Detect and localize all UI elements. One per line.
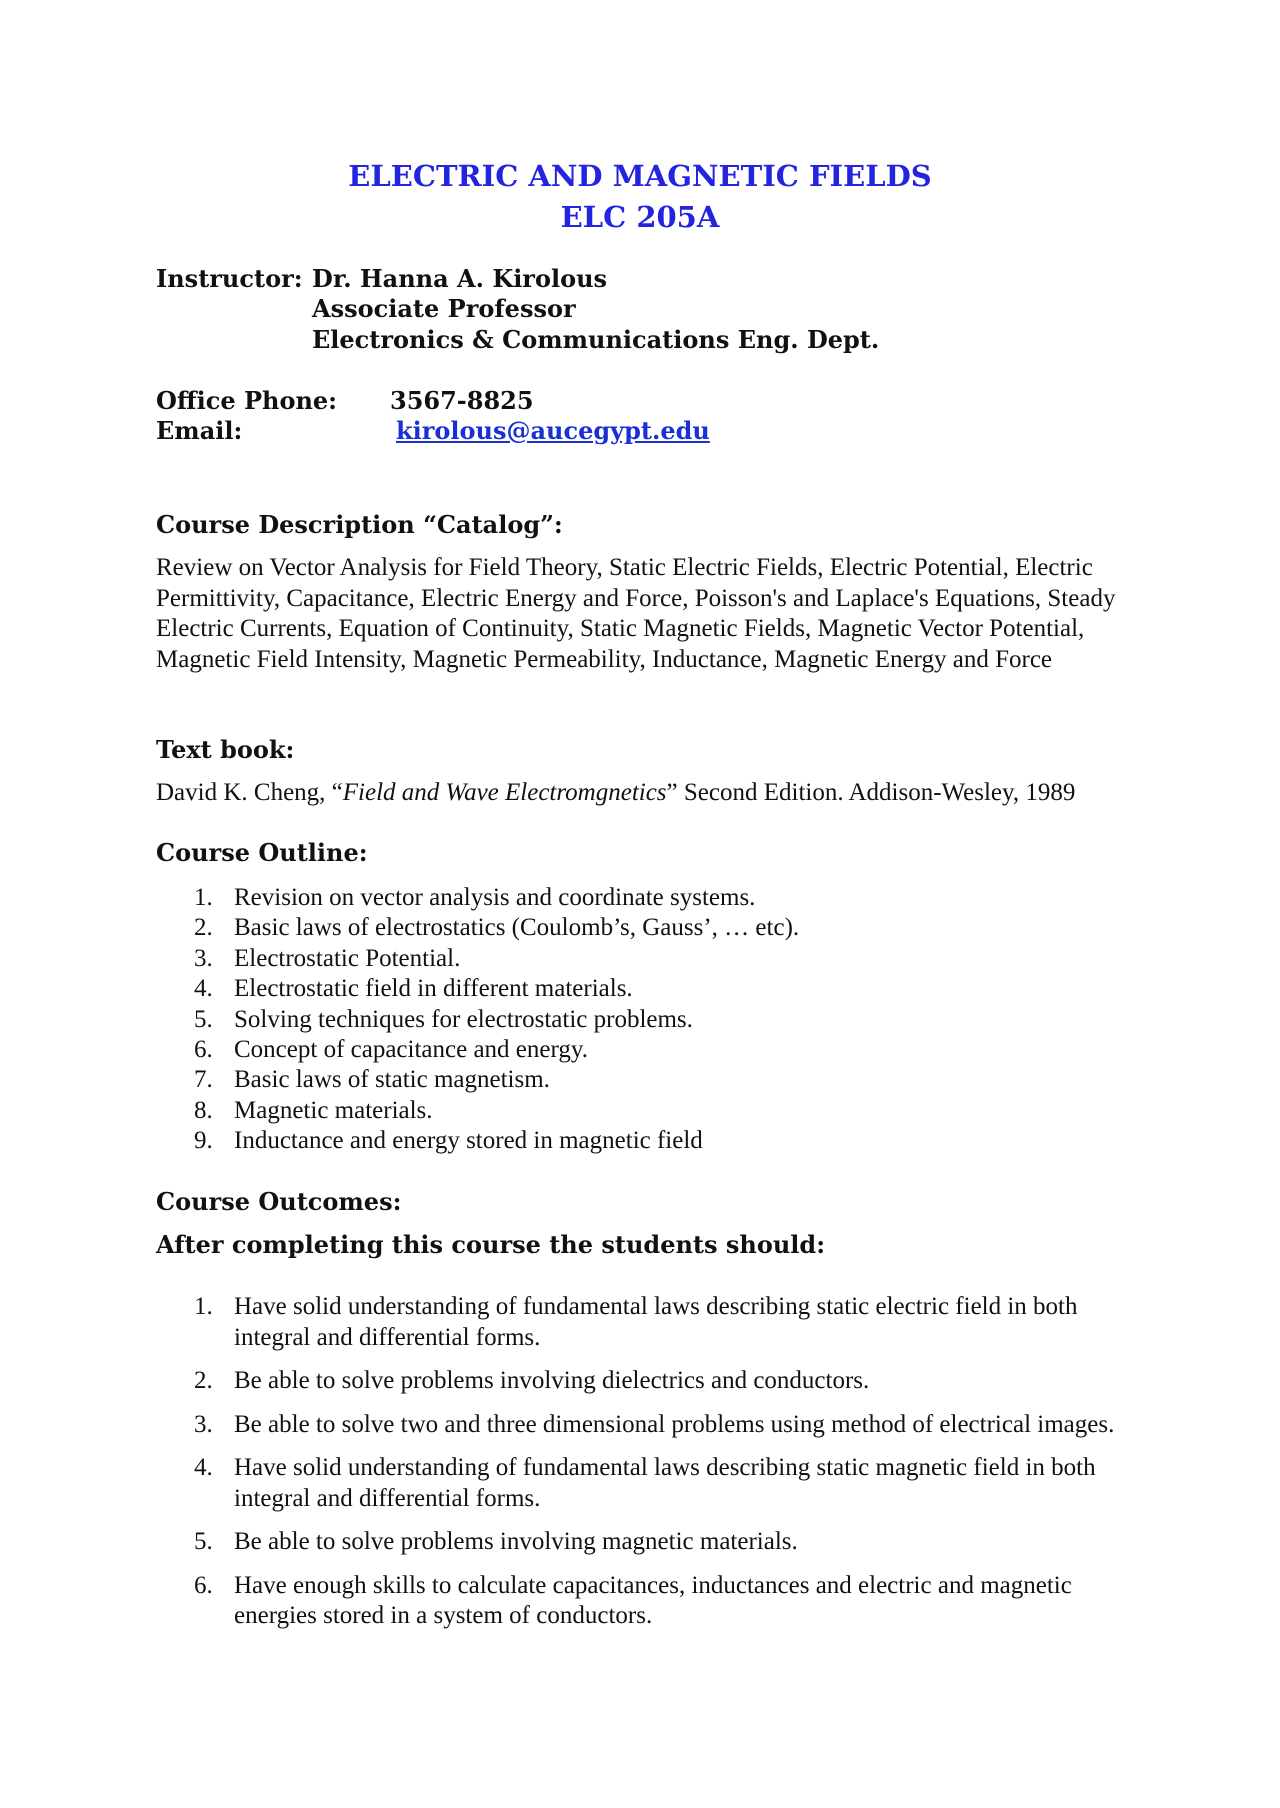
list-item: 6. Concept of capacitance and energy. xyxy=(194,1036,588,1064)
list-item: 5. Solving techniques for electrostatic problems. xyxy=(194,1005,693,1033)
course-code: ELC 205A xyxy=(560,200,720,234)
list-item: 3. Be able to solve two and three dimensional problems using method of electrical images. xyxy=(194,1410,1115,1438)
list-item: 3. Electrostatic Potential. xyxy=(194,944,461,972)
outline-list xyxy=(156,883,1156,1157)
list-item: 4. Electrostatic field in different materials. xyxy=(194,975,633,1003)
course-title: ELECTRIC AND MAGNETIC FIELDS xyxy=(348,159,932,193)
list-item: 1. Have solid understanding of fundamental laws describing static electric field in both integral and differential forms. xyxy=(194,1293,1078,1351)
description-text: Review on Vector Analysis for Field Theory, Static Electric Fields, Electric Potential, Electric Permittivity, Capacitance, Electric Energy and Force, Poisson's and Laplace's Equations, Steady Electric Currents, Equation of Continuity, Static Magnetic Fields, Magnetic Vector Potential, Magnetic Field Intensity, Magnetic Permeability, Inductance, Magnetic Energy and Force xyxy=(156,554,1116,673)
list-item: 1. Revision on vector analysis and coordinate systems. xyxy=(194,884,756,911)
textbook-heading: Text book: xyxy=(156,735,295,764)
textbook-edition: ” Second Edition. Addison-Wesley, 1989 xyxy=(666,779,1076,806)
instructor-label: Instructor: xyxy=(156,264,303,293)
list-item: 2. Basic laws of electrostatics (Coulomb’s, Gauss’, … etc). xyxy=(194,914,800,942)
list-item: 6. Have enough skills to calculate capacitances, inductances and electric and magnetic energies stored in a system of conductors. xyxy=(194,1571,1072,1629)
list-item: 7. Basic laws of static magnetism. xyxy=(194,1066,550,1094)
outcomes-subheading: After completing this course the students should: xyxy=(156,1230,826,1259)
list-item: 9. Inductance and energy stored in magnetic field xyxy=(194,1127,703,1155)
description-heading: Course Description “Catalog”: xyxy=(156,510,563,539)
textbook-author: David K. Cheng, “ xyxy=(156,779,343,806)
outline-heading: Course Outline: xyxy=(156,838,368,867)
textbook-title: Field and Wave Electromgnetics xyxy=(342,779,667,806)
instructor-position: Associate Professor xyxy=(312,294,576,323)
instructor-department: Electronics & Communications Eng. Dept. xyxy=(312,325,880,354)
outcomes-list xyxy=(156,1292,1156,1645)
email-label: Email: xyxy=(156,416,243,445)
instructor-name: Dr. Hanna A. Kirolous xyxy=(312,264,608,293)
outcomes-heading: Course Outcomes: xyxy=(156,1187,402,1216)
list-item: 5. Be able to solve problems involving magnetic materials. xyxy=(194,1528,798,1555)
list-item: 8. Magnetic materials. xyxy=(194,1096,433,1124)
phone-number: 3567-8825 xyxy=(390,386,534,415)
textbook-citation xyxy=(156,778,1136,809)
list-item: 2. Be able to solve problems involving dielectrics and conductors. xyxy=(194,1367,870,1394)
list-item: 4. Have solid understanding of fundamental laws describing static magnetic field in both integral and differential forms. xyxy=(194,1454,1096,1512)
email-link[interactable]: kirolous@aucegypt.edu xyxy=(396,416,710,445)
phone-label: Office Phone: xyxy=(156,386,338,415)
